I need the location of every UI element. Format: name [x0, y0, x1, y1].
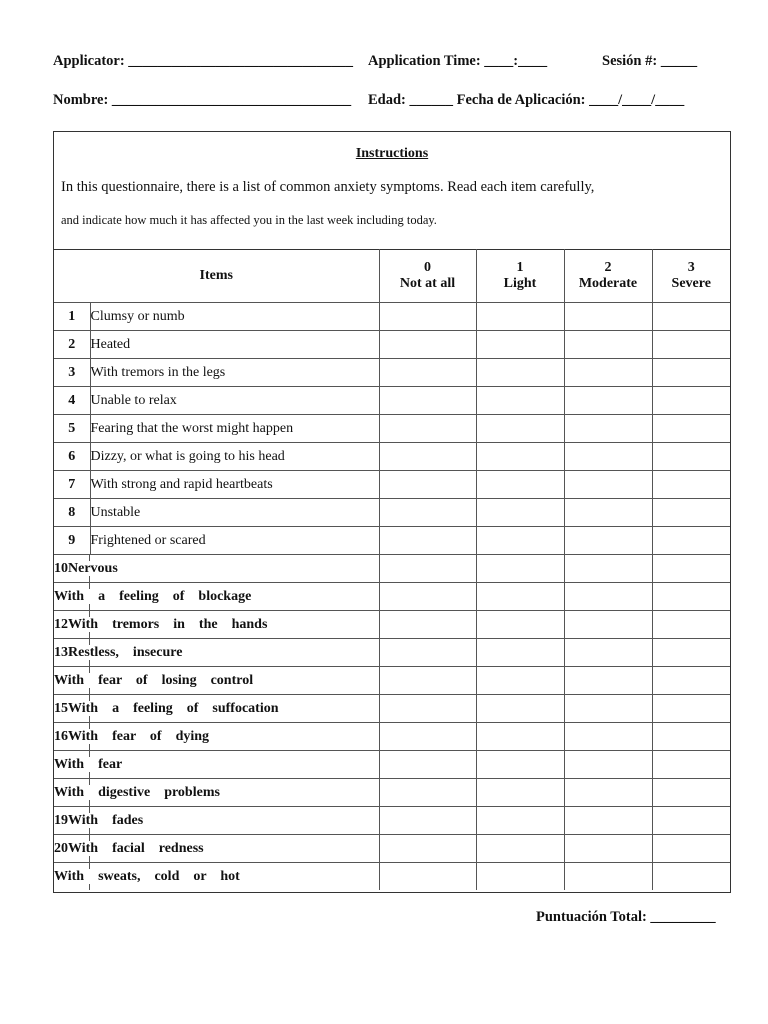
response-cell-3[interactable]: [652, 415, 730, 443]
response-cell-3[interactable]: [652, 527, 730, 555]
response-cell-1[interactable]: [476, 359, 564, 387]
response-cell-2[interactable]: [564, 387, 652, 415]
questionnaire-frame: [53, 131, 731, 893]
scale-value: 3: [687, 259, 695, 275]
response-cell-3[interactable]: [652, 359, 730, 387]
item-label: Unstable: [90, 499, 379, 527]
table-row: [54, 331, 730, 359]
response-cell-1[interactable]: [476, 835, 564, 863]
response-cell-3[interactable]: [652, 443, 730, 471]
item-text: With fear: [54, 756, 123, 772]
response-cell-2[interactable]: [564, 639, 652, 667]
table-row: [54, 611, 730, 639]
symptoms-table: [54, 249, 730, 890]
response-cell-0[interactable]: [379, 639, 476, 667]
item-text: With fear of losing control: [54, 672, 254, 688]
response-cell-1[interactable]: [476, 303, 564, 331]
response-cell-0[interactable]: [379, 751, 476, 779]
response-cell-3[interactable]: [652, 751, 730, 779]
item-text: 15With a feeling of suffocation: [54, 700, 279, 716]
response-cell-1[interactable]: [476, 639, 564, 667]
item-label: [54, 723, 379, 751]
item-label: [54, 555, 379, 583]
item-label: [54, 695, 379, 723]
response-cell-3[interactable]: [652, 863, 730, 891]
item-label: Frightened or scared: [90, 527, 379, 555]
response-cell-2[interactable]: [564, 835, 652, 863]
item-number: 9: [54, 527, 90, 555]
response-cell-3[interactable]: [652, 331, 730, 359]
table-row: [54, 835, 730, 863]
item-text: 13Restless, insecure: [54, 644, 183, 660]
response-cell-0[interactable]: [379, 303, 476, 331]
response-cell-2[interactable]: [564, 555, 652, 583]
table-row: [54, 359, 730, 387]
response-cell-2[interactable]: [564, 611, 652, 639]
item-text: With digestive problems: [54, 784, 220, 800]
scale-header-0: [379, 249, 476, 303]
response-cell-1[interactable]: [476, 471, 564, 499]
response-cell-0[interactable]: [379, 415, 476, 443]
scale-header-3: [652, 249, 730, 303]
response-cell-0[interactable]: [379, 583, 476, 611]
response-cell-0[interactable]: [379, 443, 476, 471]
item-label: With strong and rapid heartbeats: [90, 471, 379, 499]
item-label: [54, 639, 379, 667]
response-cell-0[interactable]: [379, 695, 476, 723]
response-cell-2[interactable]: [564, 331, 652, 359]
table-row: [54, 583, 730, 611]
item-text: 12With tremors in the hands: [54, 616, 268, 632]
response-cell-3[interactable]: [652, 471, 730, 499]
response-cell-0[interactable]: [379, 723, 476, 751]
application-time-field: Application Time: ____:____: [368, 53, 548, 69]
response-cell-3[interactable]: [652, 387, 730, 415]
table-row: [54, 443, 730, 471]
response-cell-2[interactable]: [564, 807, 652, 835]
session-field: Sesión #: _____: [602, 53, 698, 69]
response-cell-2[interactable]: [564, 303, 652, 331]
item-label: [54, 667, 379, 695]
response-cell-0[interactable]: [379, 331, 476, 359]
item-number: 8: [54, 499, 90, 527]
response-cell-1[interactable]: [476, 415, 564, 443]
table-row: [54, 527, 730, 555]
response-cell-0[interactable]: [379, 611, 476, 639]
instructions-line-2: and indicate how much it has affected you in the last week including today.: [61, 213, 437, 227]
item-text: 10Nervous: [54, 560, 118, 576]
response-cell-2[interactable]: [564, 443, 652, 471]
response-cell-0[interactable]: [379, 387, 476, 415]
item-label: Dizzy, or what is going to his head: [90, 443, 379, 471]
item-label: [54, 751, 379, 779]
item-number: 6: [54, 443, 90, 471]
item-text: 16With fear of dying: [54, 728, 210, 744]
response-cell-1[interactable]: [476, 723, 564, 751]
response-cell-1[interactable]: [476, 527, 564, 555]
table-row: [54, 863, 730, 891]
response-cell-2[interactable]: [564, 359, 652, 387]
response-cell-1[interactable]: [476, 807, 564, 835]
item-number: 1: [54, 303, 90, 331]
table-row: [54, 387, 730, 415]
item-label: [54, 835, 379, 863]
response-cell-3[interactable]: [652, 667, 730, 695]
item-number: 2: [54, 331, 90, 359]
table-row: [54, 779, 730, 807]
edad-fecha-field: Edad: ______ Fecha de Aplicación: ____/____/____: [368, 92, 685, 108]
response-cell-1[interactable]: [476, 499, 564, 527]
item-number: 7: [54, 471, 90, 499]
item-text: 19With fades: [54, 812, 144, 828]
item-number: 3: [54, 359, 90, 387]
response-cell-2[interactable]: [564, 695, 652, 723]
scale-header-1: [476, 249, 564, 303]
response-cell-1[interactable]: [476, 583, 564, 611]
item-label: [54, 807, 379, 835]
table-header-row: [54, 249, 730, 303]
response-cell-0[interactable]: [379, 555, 476, 583]
table-row: [54, 695, 730, 723]
table-row: [54, 667, 730, 695]
response-cell-1[interactable]: [476, 555, 564, 583]
response-cell-0[interactable]: [379, 779, 476, 807]
item-number: 4: [54, 387, 90, 415]
table-row: [54, 751, 730, 779]
item-label: [54, 863, 379, 891]
item-number: 5: [54, 415, 90, 443]
response-cell-0[interactable]: [379, 527, 476, 555]
item-label: [54, 779, 379, 807]
response-cell-3[interactable]: [652, 499, 730, 527]
scale-label: Not at all: [399, 275, 456, 291]
response-cell-3[interactable]: [652, 303, 730, 331]
item-label: Fearing that the worst might happen: [90, 415, 379, 443]
table-row: [54, 471, 730, 499]
response-cell-1[interactable]: [476, 695, 564, 723]
response-cell-0[interactable]: [379, 471, 476, 499]
response-cell-0[interactable]: [379, 863, 476, 891]
table-row: [54, 303, 730, 331]
response-cell-3[interactable]: [652, 835, 730, 863]
response-cell-1[interactable]: [476, 443, 564, 471]
response-cell-2[interactable]: [564, 667, 652, 695]
item-label: [54, 583, 379, 611]
scale-label: Moderate: [578, 275, 638, 291]
response-cell-3[interactable]: [652, 555, 730, 583]
response-cell-0[interactable]: [379, 499, 476, 527]
response-cell-1[interactable]: [476, 863, 564, 891]
items-header: Items: [54, 249, 379, 303]
scale-value: 2: [604, 259, 612, 275]
item-text: With a feeling of blockage: [54, 588, 252, 604]
response-cell-1[interactable]: [476, 667, 564, 695]
item-label: Heated: [90, 331, 379, 359]
response-cell-3[interactable]: [652, 779, 730, 807]
response-cell-3[interactable]: [652, 723, 730, 751]
response-cell-0[interactable]: [379, 667, 476, 695]
response-cell-1[interactable]: [476, 611, 564, 639]
table-row: [54, 499, 730, 527]
instructions-title: Instructions: [355, 146, 429, 161]
item-label: Unable to relax: [90, 387, 379, 415]
response-cell-0[interactable]: [379, 835, 476, 863]
total-score-field: Puntuación Total: _________: [536, 909, 716, 925]
table-row: [54, 555, 730, 583]
response-cell-1[interactable]: [476, 751, 564, 779]
response-cell-2[interactable]: [564, 583, 652, 611]
scale-value: 1: [516, 259, 524, 275]
response-cell-2[interactable]: [564, 415, 652, 443]
scale-header-2: [564, 249, 652, 303]
response-cell-0[interactable]: [379, 807, 476, 835]
instructions-box: [54, 132, 730, 250]
item-text: With sweats, cold or hot: [54, 868, 240, 884]
response-cell-3[interactable]: [652, 695, 730, 723]
response-cell-2[interactable]: [564, 723, 652, 751]
response-cell-0[interactable]: [379, 359, 476, 387]
nombre-field: Nombre: _________________________________: [53, 92, 352, 108]
response-cell-3[interactable]: [652, 611, 730, 639]
instructions-line-1: In this questionnaire, there is a list of common anxiety symptoms. Read each item carefully,: [61, 179, 595, 195]
item-label: With tremors in the legs: [90, 359, 379, 387]
table-row: [54, 639, 730, 667]
response-cell-1[interactable]: [476, 387, 564, 415]
response-cell-3[interactable]: [652, 583, 730, 611]
response-cell-2[interactable]: [564, 499, 652, 527]
scale-value: 0: [424, 259, 431, 275]
item-label: Clumsy or numb: [90, 303, 379, 331]
table-row: [54, 723, 730, 751]
scale-label: Light: [503, 275, 537, 291]
response-cell-2[interactable]: [564, 779, 652, 807]
table-row: [54, 807, 730, 835]
table-row: [54, 415, 730, 443]
response-cell-3[interactable]: [652, 639, 730, 667]
response-cell-3[interactable]: [652, 807, 730, 835]
response-cell-2[interactable]: [564, 751, 652, 779]
item-label: [54, 611, 379, 639]
item-text: 20With facial redness: [54, 840, 204, 856]
applicator-field: Applicator: _______________________________: [53, 53, 354, 69]
response-cell-2[interactable]: [564, 527, 652, 555]
response-cell-2[interactable]: [564, 863, 652, 891]
response-cell-1[interactable]: [476, 779, 564, 807]
response-cell-2[interactable]: [564, 471, 652, 499]
scale-label: Severe: [671, 275, 711, 291]
response-cell-1[interactable]: [476, 331, 564, 359]
